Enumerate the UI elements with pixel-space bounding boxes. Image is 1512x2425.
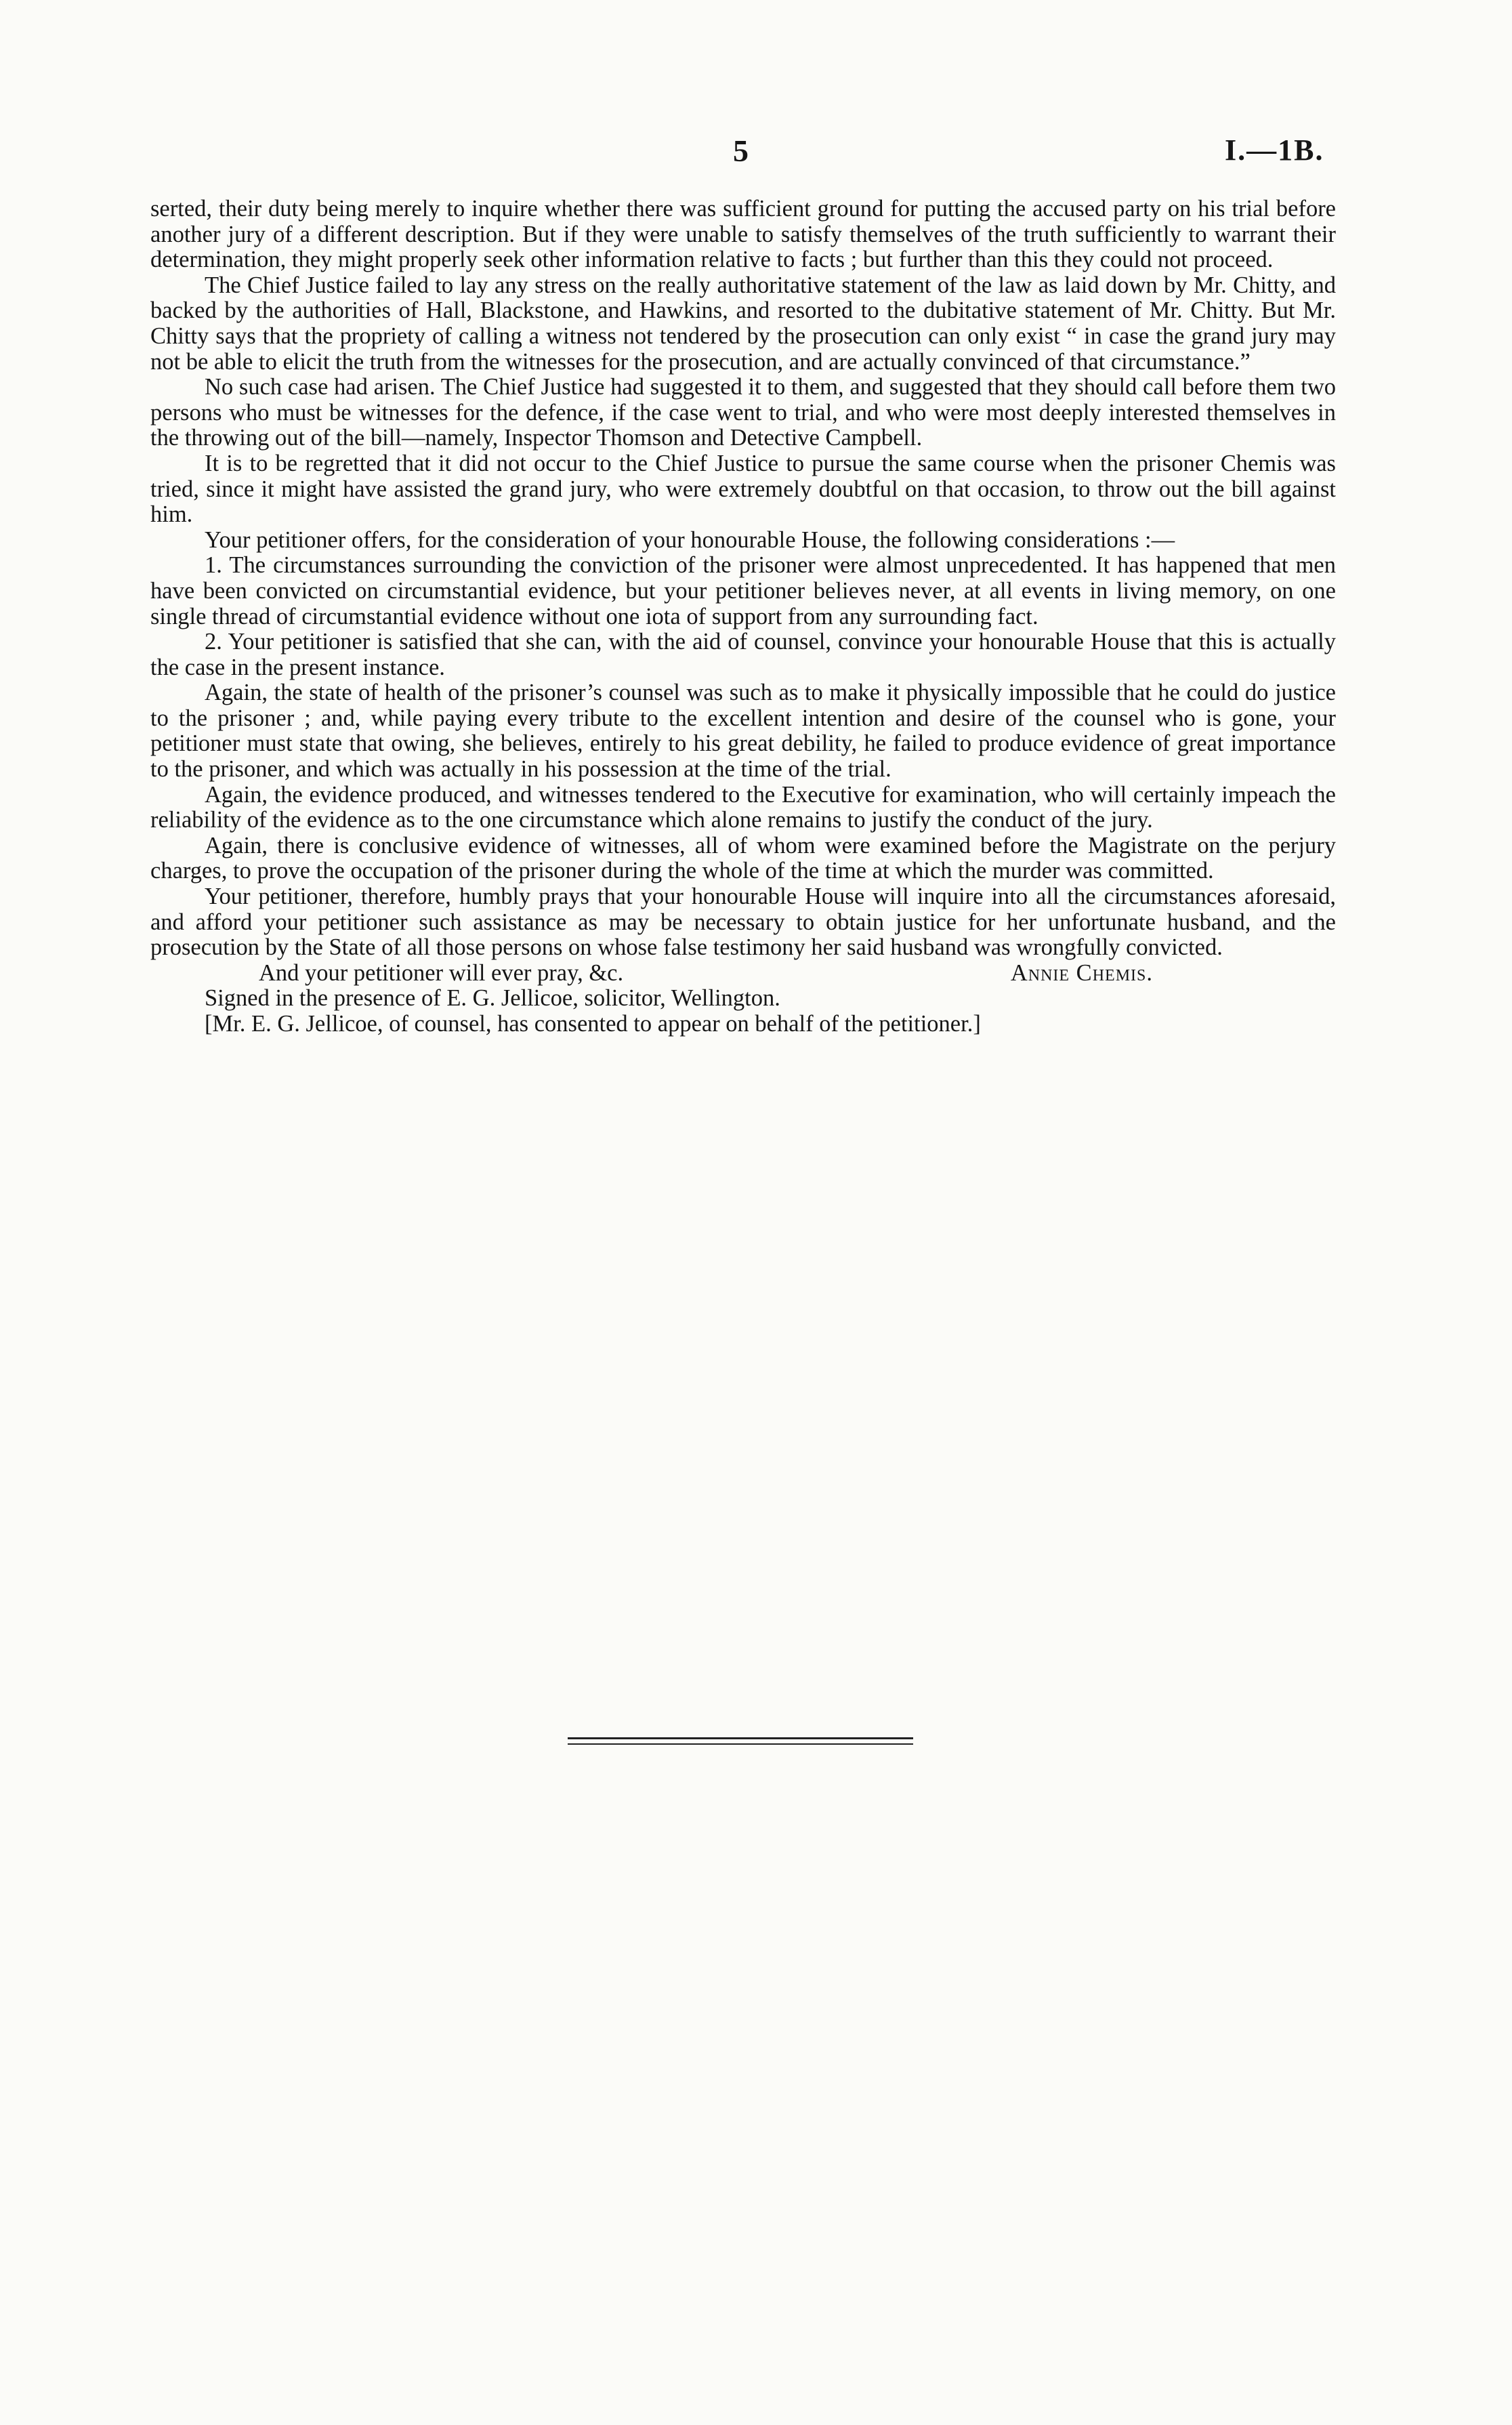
rule-thick — [568, 1737, 913, 1739]
paragraph-chief-justice-statement: The Chief Justice failed to lay any stress on the really authoritative statement of the law as laid down by Mr. Chitty, and backed by the authorities of Hall, Blackstone, and Hawkins, and resorted to the dubitative statement of Mr. Chitty. But Mr. Chitty says that the propriety of calling a witness not tendered by the prosecution can only exist “ in case the grand jury may not be able to elicit the truth from the witnesses for the prosecution, and are actually convinced of that circumstance.” — [150, 272, 1336, 375]
signature-line — [150, 961, 1336, 987]
consideration-1: 1. The circumstances surrounding the conviction of the prisoner were almost unprecedented. It has happened that men have been convicted on circumstantial evidence, but your petitioner believes never, at all events in living memory, on one single thread of circumstantial evidence without one iota of support from any surrounding fact. — [150, 552, 1336, 629]
document-reference: I.—1B. — [1225, 133, 1324, 167]
paragraph-conclusive-evidence: Again, there is conclusive evidence of witnesses, all of whom were examined before the Magistrate on the perjury charges, to prove the occupation of the prisoner during the whole of the time at which the murder was committed. — [150, 832, 1336, 884]
prayer-closing: And your petitioner will ever pray, &c. — [259, 959, 624, 986]
paragraph-evidence-produced: Again, the evidence produced, and witnesses tendered to the Executive for examination, who will certainly impeach the reliability of the evidence as to the one circumstance which alone remains to justify the conduct of the jury. — [150, 781, 1336, 833]
counsel-note: [Mr. E. G. Jellicoe, of counsel, has consented to appear on behalf of the petitioner.] — [205, 1011, 981, 1037]
page-number: 5 — [733, 133, 749, 168]
closing-double-rule — [568, 1737, 913, 1745]
rule-thin — [568, 1743, 913, 1745]
signature-name: Annie Chemis. — [1010, 959, 1153, 986]
witness-statement: Signed in the presence of E. G. Jellicoe, solicitor, Wellington. — [205, 985, 780, 1012]
page-header — [0, 133, 1512, 173]
paragraph-considerations-intro: Your petitioner offers, for the consideration of your honourable House, the following considerations :— — [205, 526, 1175, 553]
paragraph-prayer-request: Your petitioner, therefore, humbly prays that your honourable House will inquire into all the circumstances aforesaid, and afford your petitioner such assistance as may be necessary to obtain justice for her unfortunate husband, and the prosecution by the State of all those persons on whose false testimony her said husband was wrongfully convicted. — [150, 884, 1336, 961]
paragraph-counsel-health: Again, the state of health of the prisoner’s counsel was such as to make it physically impossible that he could do justice to the prisoner ; and, while paying every tribute to the excellent intention and desire of the counsel who is gone, your petitioner must state that owing, she believes, entirely to his great debility, he failed to produce evidence of great importance to the prisoner, and which was actually in his possession at the time of the trial. — [150, 680, 1336, 783]
paragraph-continued: serted, their duty being merely to inquire whether there was sufficient ground for putting the accused party on his trial before another jury of a different description. But if they were unable to satisfy themselves of the truth sufficiently to warrant their determination, they might properly seek other information relative to facts ; but further than this they could not proceed. — [150, 196, 1336, 273]
paragraph-regret: It is to be regretted that it did not occur to the Chief Justice to pursue the same course when the prisoner Chemis was tried, since it might have assisted the grand jury, who were extremely doubtful on that occasion, to throw out the bill against him. — [150, 450, 1336, 528]
paragraph-no-such-case: No such case had arisen. The Chief Justice had suggested it to them, and suggested that they should call before them two persons who must be witnesses for the defence, if the case went to trial, and who were most deeply interested themselves in the throwing out of the bill—namely, Inspector Thomson and Detective Campbell. — [150, 374, 1336, 451]
consideration-2: 2. Your petitioner is satisfied that she can, with the aid of counsel, convince your honourable House that this is actually the case in the present instance. — [150, 629, 1336, 680]
petition-body — [150, 196, 1336, 1037]
